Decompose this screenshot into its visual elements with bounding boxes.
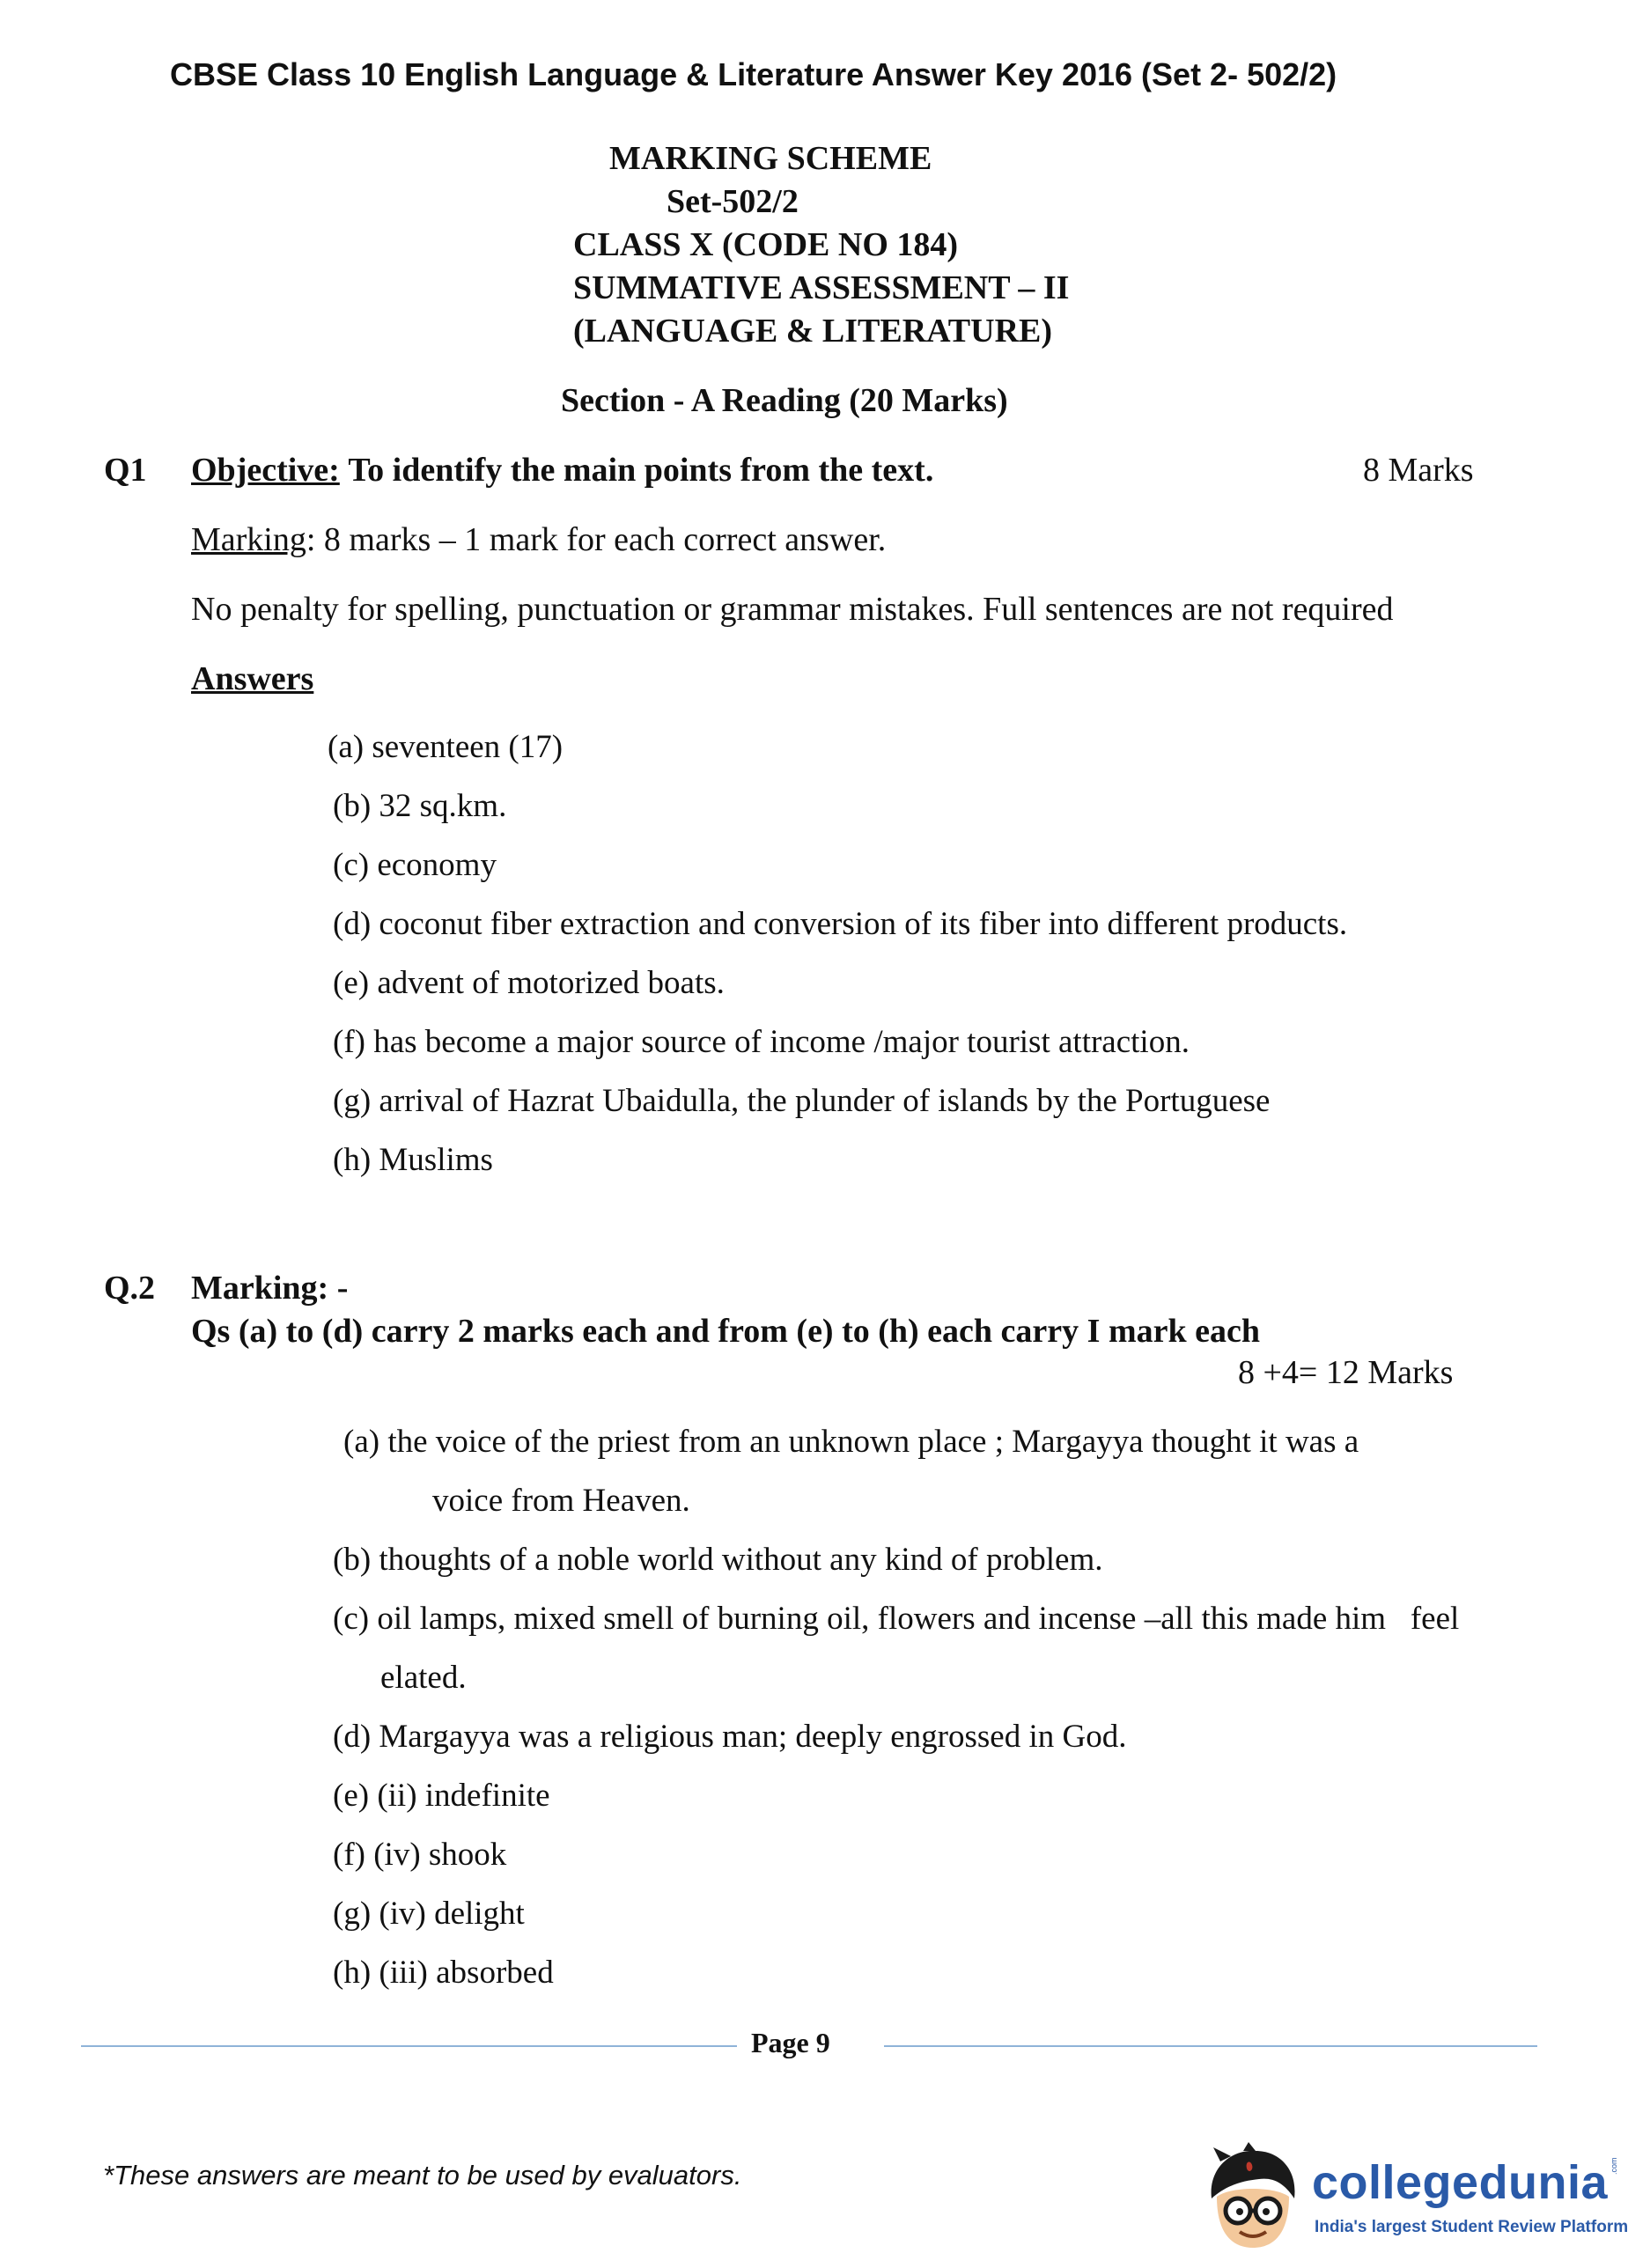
q2-answer-c-line1: (c) oil lamps, mixed smell of burning oil, flowers and incense –all this made him feel (333, 1601, 1460, 1637)
q1-objective (191, 451, 933, 490)
q2-answer-e: (e) (ii) indefinite (333, 1778, 550, 1814)
brand-name: collegedunia (1312, 2156, 1609, 2209)
q2-instruction: Qs (a) to (d) carry 2 marks each and from (e) to (h) each carry I mark each (191, 1313, 1260, 1350)
q1-answer-g: (g) arrival of Hazrat Ubaidulla, the plunder of islands by the Portuguese (333, 1083, 1271, 1119)
footer-rule-left (81, 2045, 737, 2047)
q2-answer-a-line1: (a) the voice of the priest from an unknown place ; Margayya thought it was a (343, 1424, 1359, 1460)
q1-answer-f: (f) has become a major source of income /major tourist attraction. (333, 1024, 1190, 1060)
scheme-assessment: SUMMATIVE ASSESSMENT – II (573, 269, 1070, 306)
q1-answer-c: (c) economy (333, 847, 497, 883)
section-heading: Section - A Reading (20 Marks) (561, 382, 1008, 419)
q1-number: Q1 (104, 452, 147, 489)
q2-answer-b: (b) thoughts of a noble world without any kind of problem. (333, 1542, 1103, 1578)
marking-label: Marking (191, 521, 306, 558)
q1-marks: 8 Marks (1363, 452, 1474, 489)
q1-answer-a: (a) seventeen (17) (328, 729, 564, 765)
scheme-subject: (LANGUAGE & LITERATURE) (573, 313, 1053, 350)
q2-number: Q.2 (104, 1270, 156, 1307)
mascot-icon (1204, 2144, 1301, 2258)
scheme-set: Set-502/2 (667, 183, 799, 220)
brand-tagline: India's largest Student Review Platform (1315, 2218, 1628, 2236)
document-title: CBSE Class 10 English Language & Literature Answer Key 2016 (Set 2- 502/2) (170, 56, 1337, 92)
q1-answer-h: (h) Muslims (333, 1142, 493, 1178)
q2-answer-g: (g) (iv) delight (333, 1896, 525, 1932)
q2-answer-h: (h) (iii) absorbed (333, 1955, 554, 1991)
brand-mascot (1204, 2144, 1301, 2258)
q1-answer-b: (b) 32 sq.km. (333, 788, 507, 824)
q2-answer-f: (f) (iv) shook (333, 1837, 507, 1873)
q2-answer-d: (d) Margayya was a religious man; deeply engrossed in God. (333, 1719, 1127, 1755)
objective-text: To identify the main points from the text. (348, 452, 934, 489)
marking-text: : 8 marks – 1 mark for each correct answer. (306, 521, 887, 558)
disclaimer-note: *These answers are meant to be used by evaluators. (103, 2160, 742, 2191)
q2-marks: 8 +4= 12 Marks (1238, 1354, 1454, 1391)
q1-marking (191, 520, 886, 559)
q2-answer-a-line2: voice from Heaven. (432, 1483, 690, 1519)
page-number: Page 9 (751, 2027, 830, 2058)
footer-rule-right (884, 2045, 1537, 2047)
scheme-class: CLASS X (CODE NO 184) (573, 226, 959, 263)
q2-answer-c-line2: elated. (380, 1660, 467, 1696)
q1-penalty-note: No penalty for spelling, punctuation or grammar mistakes. Full sentences are not required (191, 591, 1394, 628)
scheme-title: MARKING SCHEME (609, 140, 932, 177)
q2-marking-label: Marking: - (191, 1270, 349, 1307)
brand-suffix: .com (1610, 2157, 1618, 2175)
objective-label: Objective: (191, 452, 340, 489)
answers-heading: Answers (191, 660, 314, 697)
q1-answer-d: (d) coconut fiber extraction and conversion of its fiber into different products. (333, 906, 1348, 942)
q1-answer-e: (e) advent of motorized boats. (333, 965, 725, 1001)
